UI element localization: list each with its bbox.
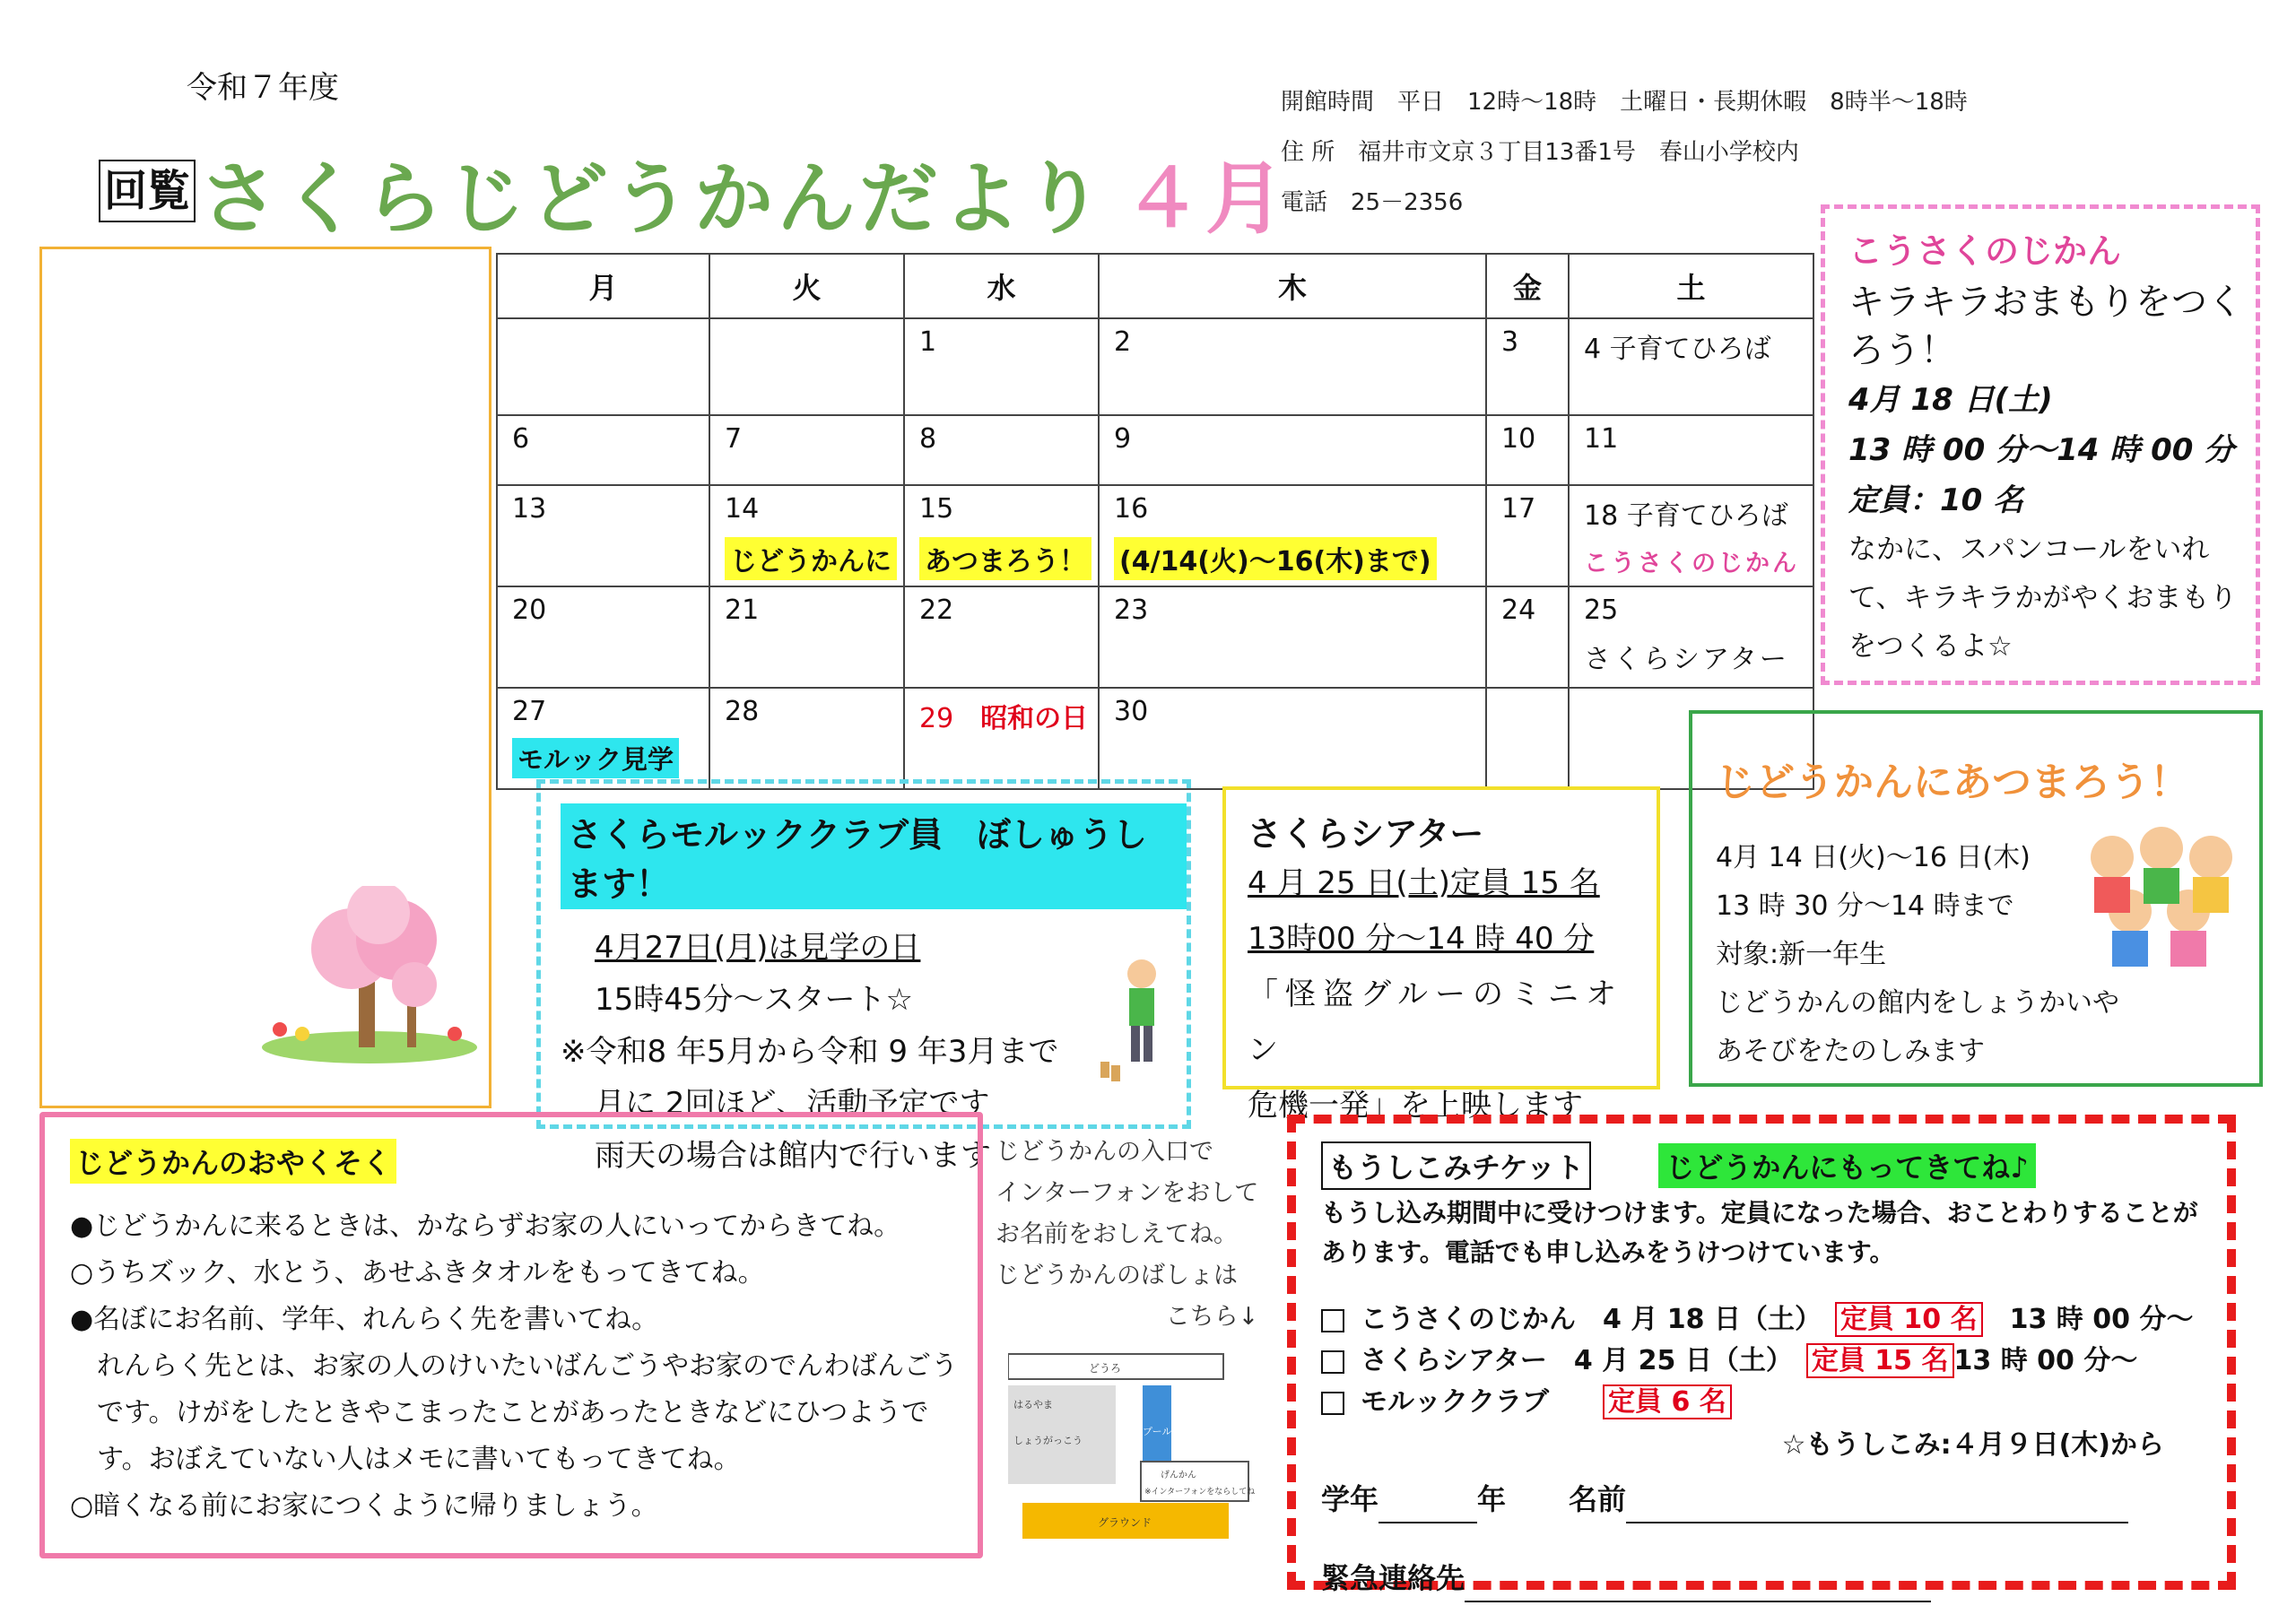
option-name: こうさくのじかん 4 月 18 日（土） (1361, 1304, 1808, 1335)
grade-field[interactable] (1378, 1477, 1477, 1523)
day-header: 月 (497, 254, 709, 318)
event-note: こうさくのじかん (1584, 550, 1799, 577)
club-rain: 雨天の場合は館内で行います (595, 1138, 991, 1174)
option-time: 13 時 00 分～ (2009, 1304, 2194, 1335)
cherry-tree-illustration (253, 886, 486, 1065)
option-name: モルッククラブ (1361, 1386, 1549, 1418)
day-header: 火 (709, 254, 904, 318)
calendar-cell (904, 485, 1099, 586)
opening-hours: 開館時間 平日 12時～18時 土曜日・長期休暇 8時半～18時 (1281, 89, 1968, 116)
calendar-cell: 4 子育てひろば (1569, 318, 1813, 415)
option-capacity: 定員 15 名 (1806, 1343, 1954, 1378)
emergency-field[interactable] (1465, 1556, 1931, 1602)
entrance-line: じどうかんの入口で (996, 1138, 1213, 1166)
ticket-notice-line: あります。電話でも申し込みをうけつけています。 (1321, 1237, 1895, 1267)
photo-frame (39, 247, 491, 1108)
map-ground-label: グラウンド (1098, 1516, 1152, 1529)
kairan-label: 回覧 (99, 160, 196, 222)
club-frequency: 月に 2回ほど、活動予定です (595, 1086, 990, 1122)
calendar-cell (709, 318, 904, 415)
gathering-event-box (1689, 710, 2263, 1087)
theater-box (1222, 786, 1660, 1124)
calendar-cell: 28 (709, 688, 904, 789)
date-number: 15 (919, 493, 954, 525)
date-number: 18 子育てひろば (1584, 500, 1788, 532)
craft-event-box (1821, 204, 2260, 685)
newsletter-title (199, 136, 1288, 249)
calendar-cell: 1 (904, 318, 1099, 415)
name-label: 名前 (1569, 1482, 1627, 1516)
option-name: さくらシアター 4 月 25 日（土） (1361, 1345, 1779, 1376)
event-note: さくらシアター (1584, 644, 1789, 675)
gather-target: 対象:新一年生 (1716, 939, 1887, 970)
gather-desc-1: じどうかんの館内をしょうかいや (1716, 987, 2119, 1019)
calendar-cell (1486, 688, 1569, 789)
april-calendar (496, 253, 1814, 790)
fiscal-year: 令和７年度 (187, 70, 339, 106)
date-number: 25 (1584, 595, 1619, 626)
calendar-cell (1569, 586, 1813, 688)
event-note: あつまろう！ (919, 537, 1091, 580)
calendar-cell: 6 (497, 415, 709, 485)
title-text: さくらじどうかんだより (199, 152, 1108, 245)
entrance-line: インターフォンをおして (996, 1179, 1259, 1207)
calendar-cell: 11 (1569, 415, 1813, 485)
day-header: 土 (1569, 254, 1813, 318)
calendar-cell: 7 (709, 415, 904, 485)
theater-movie-2: 危機一発」を上映します (1248, 1088, 1583, 1124)
calendar-cell: 20 (497, 586, 709, 688)
option-time: 13 時 00 分～ (1953, 1345, 2138, 1376)
gather-time: 13 時 30 分～14 時まで (1716, 890, 2014, 922)
event-note: (4/14(火)～16(木)まで) (1114, 537, 1437, 580)
calendar-cell (1569, 485, 1813, 586)
date-number: 16 (1114, 493, 1149, 525)
application-start: ☆もうしこみ:４月９日(木)から (1781, 1429, 2164, 1461)
ticket-option-molkky (1321, 1382, 2227, 1423)
calendar-cell: 2 (1099, 318, 1486, 415)
calendar-cell: 30 (1099, 688, 1486, 789)
date-number: 14 (725, 493, 760, 525)
ticket-notice (1321, 1193, 2227, 1272)
entrance-line: お名前をおしえてね。 (996, 1220, 1238, 1248)
ticket-options (1321, 1299, 2227, 1423)
entrance-line: じどうかんのばしょは (996, 1262, 1238, 1289)
theater-date: 4 月 25 日(土)定員 15 名 (1248, 865, 1600, 901)
map-school-label-2: しょうがっこう (1013, 1435, 1083, 1446)
ticket-tag: じどうかんにもってきてね♪ (1658, 1143, 2035, 1188)
craft-date: 4月 18 日(土) (1848, 382, 2053, 418)
calendar-cell (709, 485, 904, 586)
calendar-cell (497, 318, 709, 415)
entrance-instructions (996, 1132, 1258, 1338)
gather-heading: じどうかんにあつまろう！ (1716, 759, 2189, 805)
craft-time: 13 時 00 分～14 時 00 分 (1848, 432, 2235, 468)
address: 住 所 福井市文京３丁目13番1号 春山小学校内 (1281, 139, 1799, 166)
theater-time: 13時00 分～14 時 40 分 (1248, 921, 1595, 957)
map-pool-label: プール (1143, 1426, 1172, 1437)
checkbox[interactable] (1321, 1392, 1344, 1415)
rules-body: ●じどうかんに来るときは、かならずお家の人にいってからきてね。 ○うちズック、水とう、あせふきタオルをもってきてね。 ●名ぼにお名前、学年、れんらく先を書いてね。 れんらく先とは、お家の人のけいたいばんごうやお家のでんわばんごう です。けがをしたときやこまったことがあったときなどにひつようで す。おぼえていない人はメモに書いてもってきてね。 ○暗くなる前にお家につくように帰りましょう。 (70, 1211, 958, 1522)
theater-movie-1: 「怪盗グルーのミニオン (1248, 976, 1623, 1068)
location-map (1008, 1345, 1256, 1542)
ticket-heading: もうしこみチケット (1321, 1141, 1591, 1190)
day-header: 水 (904, 254, 1099, 318)
entrance-line: こちら↓ (1165, 1303, 1259, 1331)
checkbox[interactable] (1321, 1309, 1344, 1332)
calendar-cell: 3 (1486, 318, 1569, 415)
ticket-option-theater (1321, 1341, 2227, 1382)
checkbox[interactable] (1321, 1350, 1344, 1374)
map-road-label: どうろ (1089, 1362, 1122, 1375)
molkky-player-illustration (1097, 954, 1169, 1089)
calendar-cell: 9 (1099, 415, 1486, 485)
holiday-label: 昭和の日 (980, 703, 1089, 734)
children-illustration (2076, 821, 2247, 974)
rules-heading: じどうかんのおやくそく (70, 1139, 396, 1184)
grade-name-row (1321, 1477, 2227, 1523)
club-heading: さくらモルッククラブ員 ぼしゅうします！ (561, 803, 1187, 909)
title-month: ４月 (1123, 152, 1289, 245)
date-number: 27 (512, 696, 547, 727)
date-number: 29 (919, 703, 954, 734)
map-intercom-note: ※インターフォンをならしてね (1144, 1488, 1256, 1497)
rules-box (39, 1112, 983, 1558)
calendar-cell: 21 (709, 586, 904, 688)
calendar-cell: 8 (904, 415, 1099, 485)
emergency-row (1321, 1556, 2227, 1602)
grade-label: 学年 (1321, 1482, 1379, 1516)
theater-heading: さくらシアター (1248, 814, 1484, 854)
craft-title: キラキラおまもりをつくろう！ (1848, 282, 2243, 371)
calendar-cell: 24 (1486, 586, 1569, 688)
event-note: じどうかんに (725, 537, 897, 580)
event-note: モルック見学 (512, 738, 679, 778)
nen-label: 年 (1477, 1482, 1507, 1516)
gather-dates: 4月 14 日(火)～16 日(木) (1716, 842, 2031, 873)
day-header: 金 (1486, 254, 1569, 318)
calendar-cell: 10 (1486, 415, 1569, 485)
club-start: 15時45分～スタート☆ (595, 982, 914, 1018)
ticket-notice-line: もうし込み期間中に受けつけます。定員になった場合、おことわりすることが (1321, 1198, 2198, 1228)
calendar-cell (497, 688, 709, 789)
application-ticket (1287, 1115, 2236, 1595)
craft-capacity: 定員：10 名 (1848, 482, 2024, 518)
calendar-cell (904, 688, 1099, 789)
map-entrance-label: げんかん (1161, 1471, 1196, 1480)
option-capacity: 定員 10 名 (1835, 1302, 1983, 1337)
gather-desc-2: あそびをたのしみます (1716, 1036, 1985, 1067)
option-capacity: 定員 6 名 (1603, 1384, 1732, 1419)
calendar-cell: 23 (1099, 586, 1486, 688)
name-field[interactable] (1626, 1477, 2128, 1523)
day-header: 木 (1099, 254, 1486, 318)
map-school-label: はるやま (1013, 1399, 1053, 1410)
club-period: ※令和8 年5月から令和 9 年3月まで (561, 1034, 1059, 1070)
ticket-option-craft (1321, 1299, 2227, 1341)
craft-heading: こうさくのじかん (1848, 231, 2122, 271)
phone: 電話 25－2356 (1281, 189, 1464, 216)
club-visit-day: 4月27日(月)は見学の日 (595, 930, 921, 966)
calendar-cell: 17 (1486, 485, 1569, 586)
emergency-label: 緊急連絡先 (1321, 1561, 1465, 1595)
calendar-cell: 22 (904, 586, 1099, 688)
craft-description: なかに、スパンコールをいれて、キラキラかがやくおまもりをつくるよ☆ (1848, 534, 2238, 663)
calendar-cell: 13 (497, 485, 709, 586)
calendar-cell (1099, 485, 1486, 586)
